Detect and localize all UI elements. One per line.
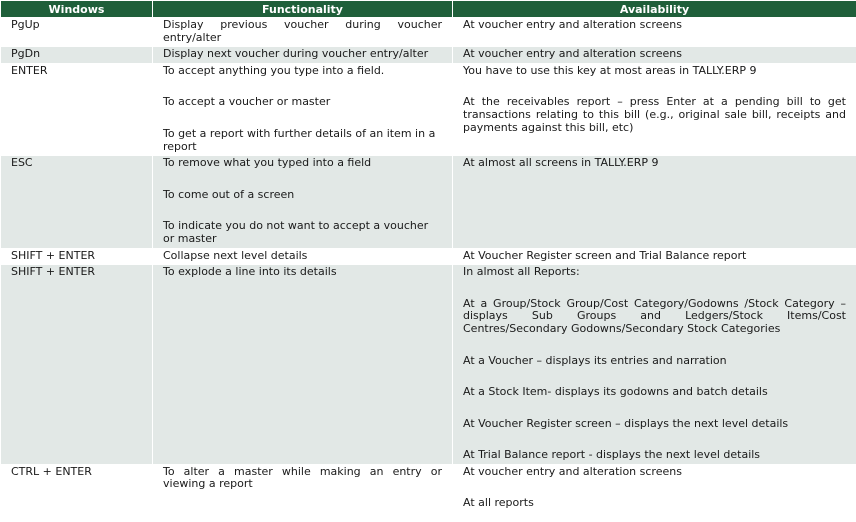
availability-text: At a Voucher – displays its entries and narration: [463, 353, 727, 367]
functionality-cell: [153, 464, 453, 512]
key-cell: PgUp: [1, 18, 153, 47]
functionality-text: To explode a line into its details: [163, 265, 337, 279]
functionality-text: To remove what you typed into a field: [163, 156, 372, 170]
availability-cell: [453, 156, 856, 248]
functionality-text: To accept a voucher or master: [163, 95, 331, 109]
availability-cell: [453, 265, 856, 465]
functionality-text: To come out of a screen: [163, 187, 295, 201]
availability-text: At all reports: [463, 496, 534, 510]
availability-text: At Trial Balance report - displays the next level details: [463, 448, 761, 462]
availability-text: In almost all Reports:: [463, 265, 580, 279]
table-row: [1, 18, 856, 47]
availability-text: You have to use this key at most areas in TALLY.ERP 9: [463, 63, 757, 77]
functionality-cell: [153, 156, 453, 248]
functionality-cell: [153, 265, 453, 465]
table-row: [1, 265, 856, 465]
availability-text: At Voucher Register screen and Trial Balance report: [463, 248, 747, 262]
availability-text: At Voucher Register screen – displays the next level details: [463, 416, 789, 430]
header-row: [1, 1, 856, 18]
table-row: [1, 47, 856, 64]
header-windows: Windows: [1, 1, 153, 18]
availability-text: At voucher entry and alteration screens: [463, 18, 682, 31]
key-cell: PgDn: [1, 47, 153, 64]
key-cell: SHIFT + ENTER: [1, 248, 153, 265]
availability-cell: [453, 47, 856, 64]
availability-cell: [453, 248, 856, 265]
table-row: [1, 464, 856, 512]
availability-cell: [453, 63, 856, 155]
functionality-text: To accept anything you type into a field.: [163, 63, 385, 77]
availability-text: At the receivables report – press Enter at a pending bill to get transactions relating to this bill (e.g., original sale bill, receipts and payments against this bill, etc): [463, 95, 846, 134]
functionality-cell: [153, 63, 453, 155]
availability-cell: [453, 464, 856, 512]
functionality-cell: [153, 18, 453, 47]
functionality-text: To get a report with further details of an item in a report: [163, 126, 436, 153]
key-cell: ENTER: [1, 63, 153, 155]
table-row: [1, 63, 856, 155]
functionality-text: Display next voucher during voucher entry/alter: [163, 47, 429, 61]
header-availability: Availability: [453, 1, 856, 18]
functionality-cell: [153, 47, 453, 64]
availability-text: At a Stock Item- displays its godowns and batch details: [463, 385, 768, 399]
functionality-cell: [153, 248, 453, 265]
availability-text: At voucher entry and alteration screens: [463, 464, 682, 478]
functionality-text: To alter a master while making an entry or viewing a report: [163, 464, 442, 491]
functionality-text: Display previous voucher during voucher entry/alter: [163, 18, 442, 44]
header-functionality: Functionality: [153, 1, 453, 18]
availability-text: At a Group/Stock Group/Cost Category/Godowns /Stock Category – displays Sub Groups and Ledgers/Stock Items/Cost Centres/Secondary Godowns/Secondary Stock Categories: [463, 296, 846, 335]
key-cell: SHIFT + ENTER: [1, 265, 153, 465]
functionality-text: To indicate you do not want to accept a voucher or master: [163, 219, 429, 245]
functionality-text: Collapse next level details: [163, 248, 308, 262]
table-row: [1, 248, 856, 265]
availability-text: At voucher entry and alteration screens: [463, 47, 682, 61]
availability-cell: [453, 18, 856, 47]
table-row: [1, 156, 856, 248]
key-cell: ESC: [1, 156, 153, 248]
key-cell: CTRL + ENTER: [1, 464, 153, 512]
availability-text: At almost all screens in TALLY.ERP 9: [463, 156, 659, 170]
